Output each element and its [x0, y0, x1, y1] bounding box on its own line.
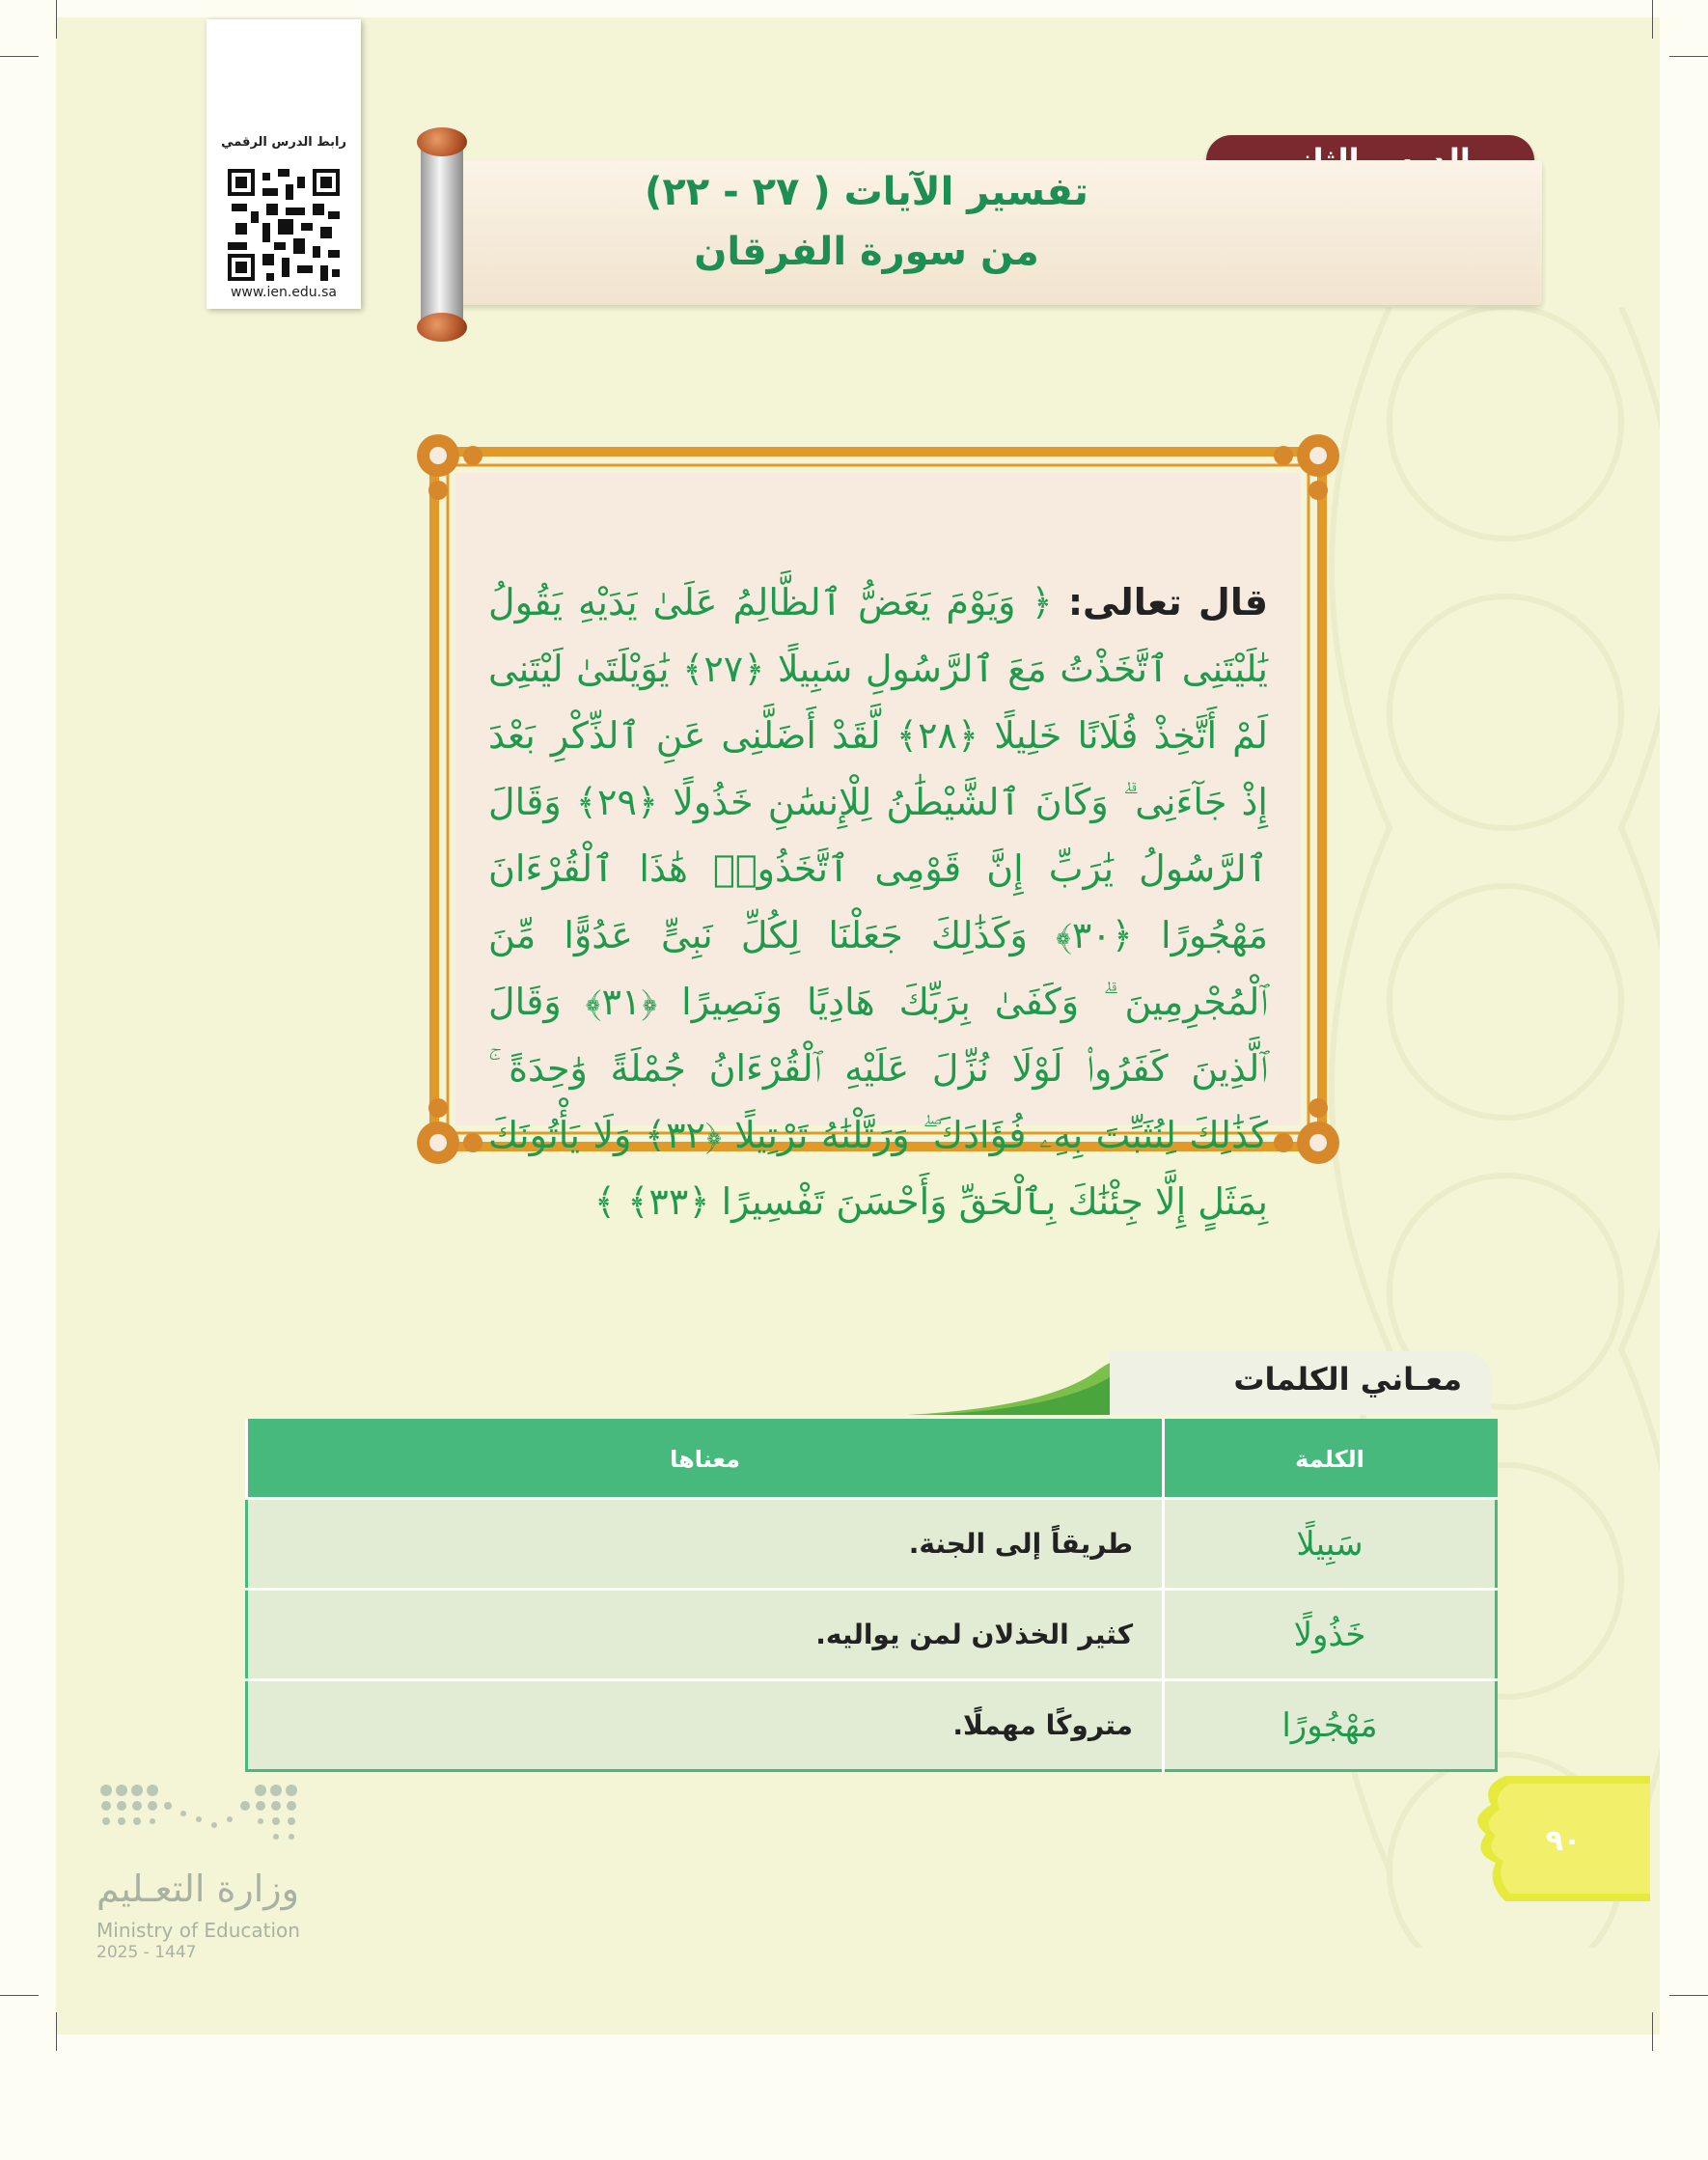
scroll-paper: [442, 160, 1542, 305]
crop-mark: [56, 0, 57, 39]
crop-mark: [1669, 1995, 1708, 1996]
crop-mark: [1652, 2012, 1653, 2051]
meaning-cell: كثير الخذلان لمن يواليه.: [247, 1590, 1164, 1680]
quran-verses-text: ﴿ وَيَوْمَ يَعَضُّ ٱلظَّالِمُ عَلَىٰ يَدَيْهِ يَقُولُ يَٰلَيْتَنِى ٱتَّخَذْتُ مَعَ ٱلرَّسُولِ سَبِيلًا ﴿٢٧﴾ يَٰوَيْلَتَىٰ لَيْتَنِى لَمْ أَتَّخِذْ فُلَانًا خَلِيلًا ﴿٢٨﴾ لَّقَدْ أَضَلَّنِى عَنِ ٱلذِّكْرِ بَعْدَ إِذْ جَآءَنِى ۗ وَكَانَ ٱلشَّيْطَٰنُ لِلْإِنسَٰنِ خَذُولًا ﴿٢٩﴾ وَقَالَ ٱلرَّسُولُ يَٰرَبِّ إِنَّ قَوْمِى ٱتَّخَذُوا۟ هَٰذَا ٱلْقُرْءَانَ مَهْجُورًا ﴿٣٠﴾ وَكَذَٰلِكَ جَعَلْنَا لِكُلِّ نَبِىٍّ عَدُوًّا مِّنَ ٱلْمُجْرِمِينَ ۗ وَكَفَىٰ بِرَبِّكَ هَادِيًا وَنَصِيرًا ﴿٣١﴾ وَقَالَ ٱلَّذِينَ كَفَرُوا۟ لَوْلَا نُزِّلَ عَلَيْهِ ٱلْقُرْءَانُ جُمْلَةً وَٰحِدَةً ۚ كَذَٰلِكَ لِنُثَبِّتَ بِهِۦ فُؤَادَكَ ۖ وَرَتَّلْنَٰهُ تَرْتِيلًا ﴿٣٢﴾ وَلَا يَأْتُونَكَ بِمَثَلٍ إِلَّا جِئْنَٰكَ بِٱلْحَقِّ وَأَحْسَنَ تَفْسِيرًا ﴿٣٣﴾ ﴾: [488, 581, 1269, 1223]
word-meanings-table: [245, 1419, 1498, 2160]
crop-mark: [56, 2012, 57, 2051]
meaning-cell: طريقاً إلى الجنة.: [247, 1499, 1164, 1590]
meanings-heading: معـاني الكلمات: [1233, 1361, 1462, 1398]
qr-url[interactable]: www.ien.edu.sa: [230, 285, 338, 300]
word-cell: سَبِيلًا: [1164, 1499, 1497, 1590]
word-cell: مَهْجُورًا: [1164, 1680, 1497, 1771]
word-cell: خَذُولًا: [1164, 1590, 1497, 1680]
column-header-meaning: معناها: [247, 1421, 1164, 1499]
scroll-knob-icon: [417, 313, 467, 342]
quran-verses: [488, 569, 1268, 1235]
lesson-title-line1: تفسير الآيات ( ٢٧ - ٢٢): [645, 170, 1088, 214]
crop-mark: [0, 56, 39, 57]
table-row: [247, 1590, 1497, 1680]
crop-mark: [1669, 56, 1708, 57]
table-row: [247, 1680, 1497, 1771]
crop-mark: [0, 1995, 39, 1996]
lesson-title-scroll: [403, 124, 1552, 346]
quran-verses-frame: [415, 432, 1341, 1223]
scroll-rod-icon: [421, 143, 463, 336]
ministry-name-ar: وزارة التعـليم: [96, 1868, 300, 1910]
lesson-title-line2: من سورة الفرقان: [694, 230, 1039, 274]
ministry-logo-icon: [96, 1781, 309, 1858]
ministry-name-en: Ministry of Education: [96, 1919, 300, 1942]
scroll-knob-icon: [417, 127, 467, 156]
quran-inner-panel: [455, 473, 1301, 1223]
crop-mark: [1652, 0, 1653, 39]
meanings-tab: [1110, 1351, 1491, 1415]
table-row: [247, 1499, 1497, 1590]
meaning-cell: متروكًا مهملًا.: [247, 1680, 1164, 1771]
page-number: ٩٠: [1545, 1824, 1582, 1858]
column-header-word: الكلمة: [1164, 1421, 1497, 1499]
qr-code-icon[interactable]: [228, 169, 340, 281]
ministry-year: 2025 - 1447: [96, 1943, 197, 1962]
quran-intro: قال تعالى:: [1067, 581, 1268, 623]
qr-card[interactable]: [207, 19, 361, 309]
qr-caption: رابط الدرس الرقمي: [221, 135, 346, 150]
